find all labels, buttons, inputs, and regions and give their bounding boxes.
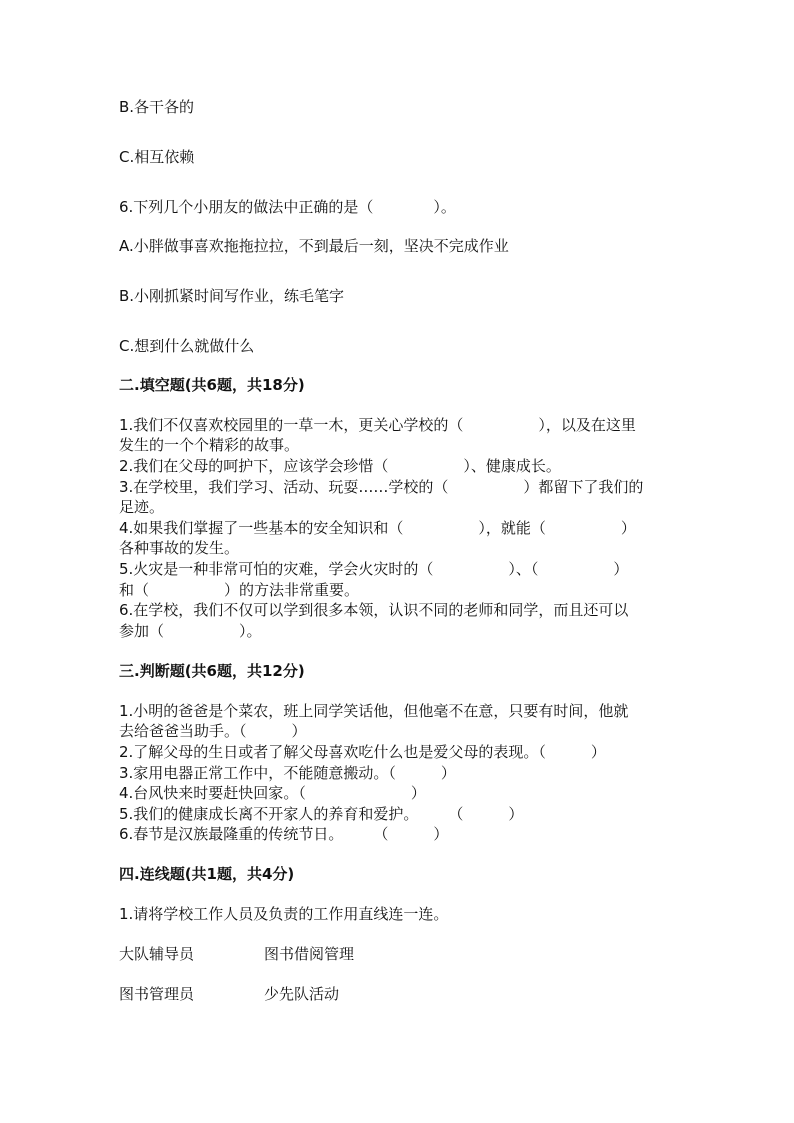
fill-blank-line: 3.在学校里，我们学习、活动、玩耍……学校的（ ）都留下了我们的	[119, 478, 644, 496]
matching-left-item: 大队辅导员	[119, 945, 195, 963]
matching-left-item: 图书管理员	[119, 985, 195, 1003]
true-false-line: 4.台风快来时要赶快回家。（ ）	[119, 784, 426, 802]
true-false-line: 3.家用电器正常工作中，不能随意搬动。（ ）	[119, 764, 456, 782]
fill-blank-line: 2.我们在父母的呵护下，应该学会珍惜（ ）、健康成长。	[119, 457, 561, 475]
true-false-line: 2.了解父母的生日或者了解父母喜欢吃什么也是爱父母的表现。（ ）	[119, 743, 606, 761]
true-false-line: 5.我们的健康成长离不开家人的养育和爱护。 （ ）	[119, 805, 524, 823]
section-heading-fill-blank: 二.填空题(共6题，共18分)	[119, 376, 305, 394]
option-5c: C.相互依赖	[119, 148, 195, 166]
question-6-stem: 6.下列几个小朋友的做法中正确的是（ ）。	[119, 198, 456, 216]
fill-blank-line: 和（ ）的方法非常重要。	[119, 581, 360, 599]
matching-right-item: 少先队活动	[264, 985, 340, 1003]
option-6c: C.想到什么就做什么	[119, 337, 255, 355]
matching-question: 1.请将学校工作人员及负责的工作用直线连一连。	[119, 905, 449, 923]
option-6b: B.小刚抓紧时间写作业，练毛笔字	[119, 287, 345, 305]
fill-blank-line: 发生的一个个精彩的故事。	[119, 436, 300, 454]
option-6a: A.小胖做事喜欢拖拖拉拉，不到最后一刻，坚决不完成作业	[119, 237, 509, 255]
section-heading-matching: 四.连线题(共1题，共4分)	[119, 865, 295, 883]
fill-blank-line: 各种事故的发生。	[119, 539, 240, 557]
section-heading-true-false: 三.判断题(共6题，共12分)	[119, 662, 305, 680]
fill-blank-line: 参加（ ）。	[119, 622, 262, 640]
true-false-line: 6.春节是汉族最隆重的传统节日。 （ ）	[119, 825, 449, 843]
fill-blank-line: 1.我们不仅喜欢校园里的一草一木，更关心学校的（ ），以及在这里	[119, 416, 636, 434]
true-false-line: 去给爸爸当助手。（ ）	[119, 722, 307, 740]
fill-blank-line: 足迹。	[119, 498, 165, 516]
fill-blank-line: 6.在学校，我们不仅可以学到很多本领，认识不同的老师和同学，而且还可以	[119, 601, 629, 619]
option-5b: B.各干各的	[119, 98, 195, 116]
matching-right-item: 图书借阅管理	[264, 945, 355, 963]
fill-blank-line: 5.火灾是一种非常可怕的灾难，学会火灾时的（ ）、（ ）	[119, 560, 629, 578]
true-false-line: 1.小明的爸爸是个菜农，班上同学笑话他，但他毫不在意，只要有时间，他就	[119, 702, 629, 720]
fill-blank-line: 4.如果我们掌握了一些基本的安全知识和（ ），就能（ ）	[119, 519, 636, 537]
